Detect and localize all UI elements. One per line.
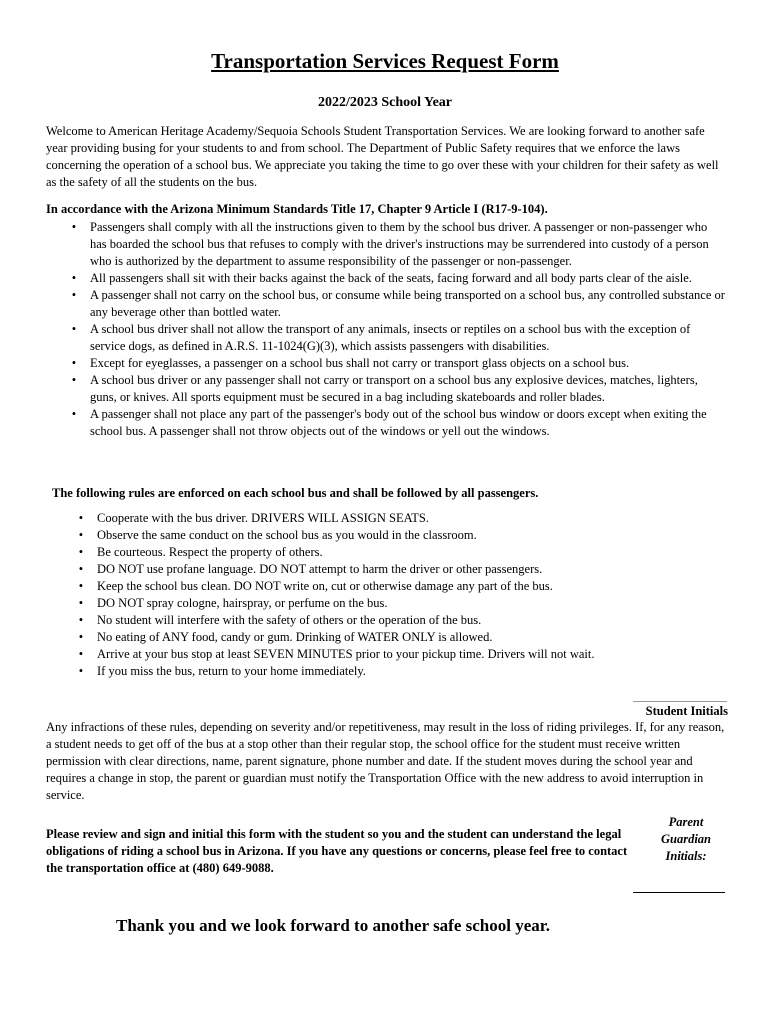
bullet-icon: • — [71, 322, 77, 336]
form-title: Transportation Services Request Form — [211, 49, 559, 73]
standards-list — [71, 219, 726, 440]
bullet-icon: • — [78, 528, 84, 542]
list-item — [71, 287, 726, 321]
list-item — [71, 219, 726, 270]
infractions-paragraph: Any infractions of these rules, depending on severity and/or repetitiveness, may result in the loss of riding privileges. If, for any reason, a student needs to get off of the bus at a stop other than their regular stop, the school office for the student must receive written permission with clear directions, name, parent signature, phone number and date. If the student moves during the school year and requires a change in stop, the parent or guardian must notify the Transportation Office with the new address to avoid interruption in service. — [46, 720, 725, 802]
list-item — [78, 510, 627, 527]
list-item — [71, 372, 726, 406]
standard-text: A school bus driver shall not allow the transport of any animals, insects or reptiles on a school bus with the exception of service dogs, as defined in A.R.S. 11-1024(G)(3), which assists passengers with disabilities. — [90, 322, 691, 353]
parent-initials-line[interactable] — [633, 892, 725, 893]
standard-text: A passenger shall not carry on the school bus, or consume while being transported on a school bus, any controlled substance or any beverage other than bottled water. — [90, 288, 725, 319]
rule-text: No eating of ANY food, candy or gum. Drinking of WATER ONLY is allowed. — [97, 630, 493, 644]
rule-text: Arrive at your bus stop at least SEVEN MINUTES prior to your pickup time. Drivers will not wait. — [97, 647, 595, 661]
bullet-icon: • — [71, 407, 77, 421]
standard-text: A passenger shall not place any part of the passenger's body out of the school bus window or doors except when exiting the school bus. A passenger shall not throw objects out of the windows or yell out the windows. — [90, 407, 707, 438]
rule-text: DO NOT spray cologne, hairspray, or perfume on the bus. — [97, 596, 388, 610]
list-item — [78, 663, 627, 680]
list-item — [71, 270, 726, 287]
initials-label-line: Initials: — [665, 849, 707, 863]
list-item — [71, 406, 726, 440]
list-item — [78, 527, 627, 544]
bullet-icon: • — [78, 630, 84, 644]
standards-heading: In accordance with the Arizona Minimum Standards Title 17, Chapter 9 Article I (R17-9-104). — [46, 202, 548, 216]
bullet-icon: • — [78, 545, 84, 559]
bullet-icon: • — [78, 562, 84, 576]
rule-text: Observe the same conduct on the school bus as you would in the classroom. — [97, 528, 477, 542]
bullet-icon: • — [71, 373, 77, 387]
bullet-icon: • — [78, 613, 84, 627]
student-initials-label: Student Initials — [645, 704, 728, 718]
list-item — [78, 612, 627, 629]
bullet-icon: • — [71, 356, 77, 370]
bullet-icon: • — [78, 511, 84, 525]
list-item — [78, 561, 627, 578]
list-item — [78, 646, 627, 663]
list-item — [78, 578, 627, 595]
bullet-icon: • — [78, 579, 84, 593]
standard-text: A school bus driver or any passenger shall not carry or transport on a school bus any explosive devices, matches, lighters, guns, or knives. All sports equipment must be secured in a bag including skateboards and roller blades. — [90, 373, 698, 404]
bullet-icon: • — [78, 664, 84, 678]
list-item — [71, 355, 726, 372]
standard-text: All passengers shall sit with their backs against the back of the seats, facing forward and all body parts clear of the aisle. — [90, 271, 692, 285]
bullet-icon: • — [71, 220, 77, 234]
rule-text: DO NOT use profane language. DO NOT attempt to harm the driver or other passengers. — [97, 562, 543, 576]
student-initials-line[interactable] — [633, 701, 727, 702]
closing-message: Thank you and we look forward to another safe school year. — [116, 916, 551, 935]
school-year: 2022/2023 School Year — [317, 95, 453, 110]
list-item — [78, 544, 627, 561]
list-item — [71, 321, 726, 355]
parent-label-line: Parent — [668, 815, 704, 829]
rule-text: If you miss the bus, return to your home immediately. — [97, 664, 366, 678]
rule-text: Cooperate with the bus driver. DRIVERS WILL ASSIGN SEATS. — [97, 511, 429, 525]
standard-text: Passengers shall comply with all the instructions given to them by the school bus driver. A passenger or non-passenger who has boarded the school bus that refuses to comply with the driver's instructions may be surrendered into custody of a person who is authorized by the department to assume responsibility of the passenger or non-passenger. — [90, 220, 709, 268]
rules-heading: The following rules are enforced on each school bus and shall be followed by all passengers. — [52, 486, 539, 500]
rule-text: No student will interfere with the safety of others or the operation of the bus. — [97, 613, 482, 627]
rule-text: Be courteous. Respect the property of others. — [97, 545, 323, 559]
list-item — [78, 629, 627, 646]
review-paragraph: Please review and sign and initial this form with the student so you and the student can understand the legal obligations of riding a school bus in Arizona. If you have any questions or concerns, please feel free to contact the transportation office at (480) 649-9088. — [46, 827, 628, 875]
rule-text: Keep the school bus clean. DO NOT write on, cut or otherwise damage any part of the bus. — [97, 579, 553, 593]
standard-text: Except for eyeglasses, a passenger on a school bus shall not carry or transport glass objects on a school bus. — [90, 356, 630, 370]
intro-paragraph: Welcome to American Heritage Academy/Sequoia Schools Student Transportation Services. We are looking forward to another safe year providing busing for your students to and from school. The Department of Public Safety requires that we enforce the laws concerning the operation of a school bus. We appreciate you taking the time to go over these with your children for their safety as well as the safety of all the students on the bus. — [46, 124, 719, 189]
bullet-icon: • — [78, 596, 84, 610]
bullet-icon: • — [78, 647, 84, 661]
guardian-label-line: Guardian — [660, 832, 712, 846]
parent-initials-label — [645, 814, 727, 865]
rules-list — [78, 510, 627, 680]
bullet-icon: • — [71, 271, 77, 285]
bullet-icon: • — [71, 288, 77, 302]
list-item — [78, 595, 627, 612]
